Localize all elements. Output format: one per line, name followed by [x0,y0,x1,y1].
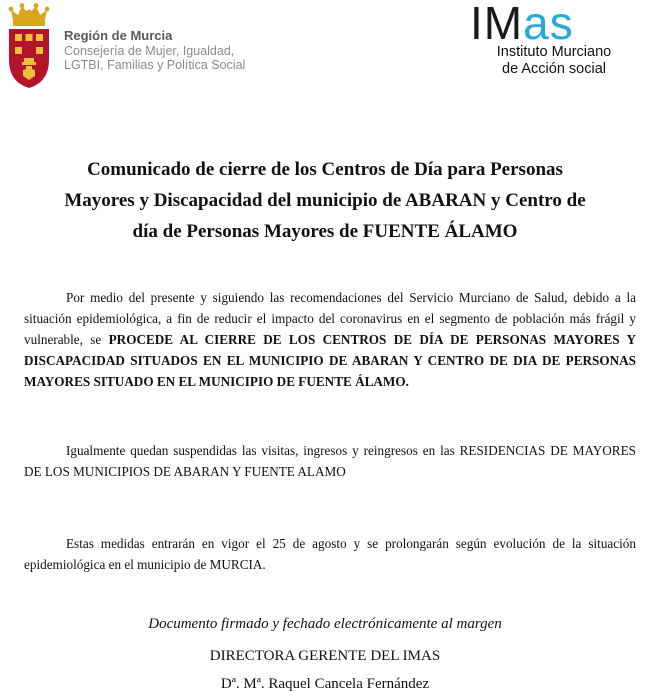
signature-note: Documento firmado y fechado electrónicamente al margen [148,616,502,632]
document-header [0,0,650,100]
imas-wordmark-as: as [523,0,574,49]
imas-line-2: de Acción social [502,61,606,77]
paragraph-effective-date: Estas medidas entrarán en vigor el 25 de agosto y se prolongarán según evolución de la situación epidemiológica en el municipio de MURCIA. [24,536,636,572]
paragraph-closure-bold: PROCEDE AL CIERRE DE LOS CENTROS DE DÍA DE PERSONAS MAYORES Y DISCAPACIDAD SITUADOS EN EL MUNICIPIO DE ABARAN Y CENTRO DE DIA DE PERSONAS MAYORES SITUADO EN EL MUNICIPIO DE FUENTE ÁLAMO. [24,332,637,389]
imas-full-name [474,44,634,78]
murcia-coat-of-arms-logo [4,2,54,90]
imas-wordmark [470,0,574,48]
region-dept-line-2: LGTBI, Familias y Política Social [64,58,246,72]
imas-logo [470,0,630,80]
paragraph-closure-intro: Por medio del presente y siguiendo las recomendaciones del Servicio Murciano de Salud, debido a la situación epidemiológica, a fin de reducir el impacto del coronavirus en el segmento de población más frágil y vulnerable, se [24,290,636,347]
title-line-1: Comunicado de cierre de los Centros de Día para Personas [87,159,563,180]
region-dept-line-1: Consejería de Mujer, Igualdad, [64,44,235,58]
title-line-3: día de Personas Mayores de FUENTE ÁLAMO [132,221,518,242]
signature-role: DIRECTORA GERENTE DEL IMAS [209,648,441,664]
document-title [18,154,632,247]
title-line-2: Mayores y Discapacidad del municipio de ABARAN y Centro de [64,190,586,211]
signature-name: Dª. Mª. Raquel Cancela Fernández [220,676,430,692]
imas-wordmark-im: IM [470,0,524,49]
region-name: Región de Murcia [64,28,173,43]
imas-line-1: Instituto Murciano [496,44,612,60]
paragraph-closure [24,287,636,392]
region-murcia-text [64,28,245,72]
paragraph-residences: Igualmente quedan suspendidas las visitas, ingresos y reingresos en las RESIDENCIAS DE MAYORES DE LOS MUNICIPIOS DE ABARAN Y FUENTE ALAMO [24,443,636,479]
